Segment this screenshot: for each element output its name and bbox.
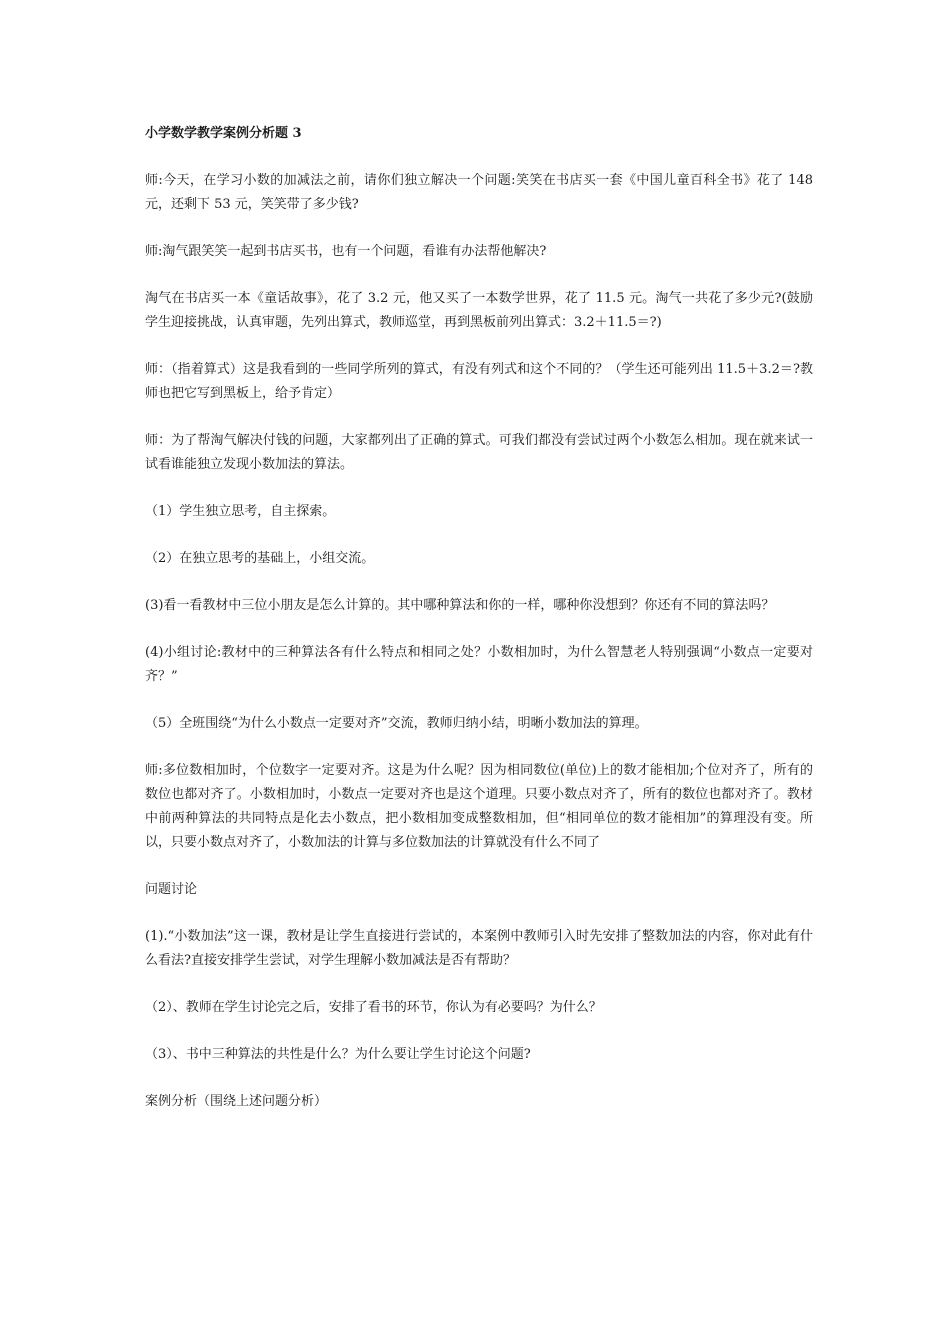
paragraph-teacher-summary: 师:多位数相加时，个位数字一定要对齐。这是为什么呢？因为相同数位(单位)上的数才能相加;个位对齐了，所有的数位也都对齐了。小数相加时，小数点一定要对齐也是这个道理。只要小数点对齐了，所有的数位也都对齐了。教材中前两种算法的共同特点是化去小数点，把小数相加变成整数相加，但“相同单位的数才能相加”的算理没有变。所以，只要小数点对齐了，小数加法的计算与多位数加法的计算就没有什么不同了 (145, 763, 813, 850)
section-heading-discussion: 问题讨论 (145, 882, 198, 897)
section-heading-analysis: 案例分析（围绕上述问题分析） (145, 1094, 328, 1109)
paragraph-teacher-intro: 师:今天，在学习小数的加减法之前，请你们独立解决一个问题:笑笑在书店买一套《中国儿童百科全书》花了 148 元，还剩下 53 元，笑笑带了多少钱? (145, 173, 813, 212)
document-body (145, 122, 813, 1137)
paragraph-taoqi-problem: 师:淘气跟笑笑一起到书店买书，也有一个问题，看谁有办法帮他解决? (145, 244, 547, 259)
document-title: 小学数学教学案例分析题 3 (145, 126, 302, 141)
paragraph-taoqi-books: 淘气在书店买一本《童话故事》，花了 3.2 元，他又买了一本数学世界，花了 11.5 元。淘气一共花了多少元?(鼓励学生迎接挑战，认真审题，先列出算式，教师巡堂，再到黑板前列出算式：3.2＋11.5＝?) (145, 291, 813, 330)
step-1: （1）学生独立思考，自主探索。 (145, 504, 336, 519)
step-4: (4)小组讨论:教材中的三种算法各有什么特点和相同之处？小数相加时，为什么智慧老人特别强调“小数点一定要对齐？” (145, 645, 813, 684)
question-3: （3）、书中三种算法的共性是什么？为什么要让学生讨论这个问题? (145, 1047, 531, 1062)
question-2: （2）、教师在学生讨论完之后，安排了看书的环节，你认为有必要吗？为什么？ (145, 1000, 602, 1015)
step-3: (3)看一看教材中三位小朋友是怎么计算的。其中哪种算法和你的一样，哪种你没想到？你还有不同的算法吗？ (145, 598, 775, 613)
paragraph-pointing-formula: 师：（指着算式）这是我看到的一些同学所列的算式，有没有列式和这个不同的？（学生还可能列出 11.5＋3.2＝?教师也把它写到黑板上，给予肯定） (145, 362, 813, 401)
step-5: （5）全班围绕“为什么小数点一定要对齐”交流，教师归纳小结，明晰小数加法的算理。 (145, 716, 648, 731)
question-1: (1).“小数加法”这一课，教材是让学生直接进行尝试的，本案例中教师引入时先安排了整数加法的内容，你对此有什么看法?直接安排学生尝试，对学生理解小数加减法是否有帮助？ (145, 929, 813, 968)
paragraph-try-addition: 师：为了帮淘气解决付钱的问题，大家都列出了正确的算式。可我们都没有尝试过两个小数怎么相加。现在就来试一试看谁能独立发现小数加法的算法。 (145, 433, 813, 472)
step-2: （2）在独立思考的基础上，小组交流。 (145, 551, 375, 566)
